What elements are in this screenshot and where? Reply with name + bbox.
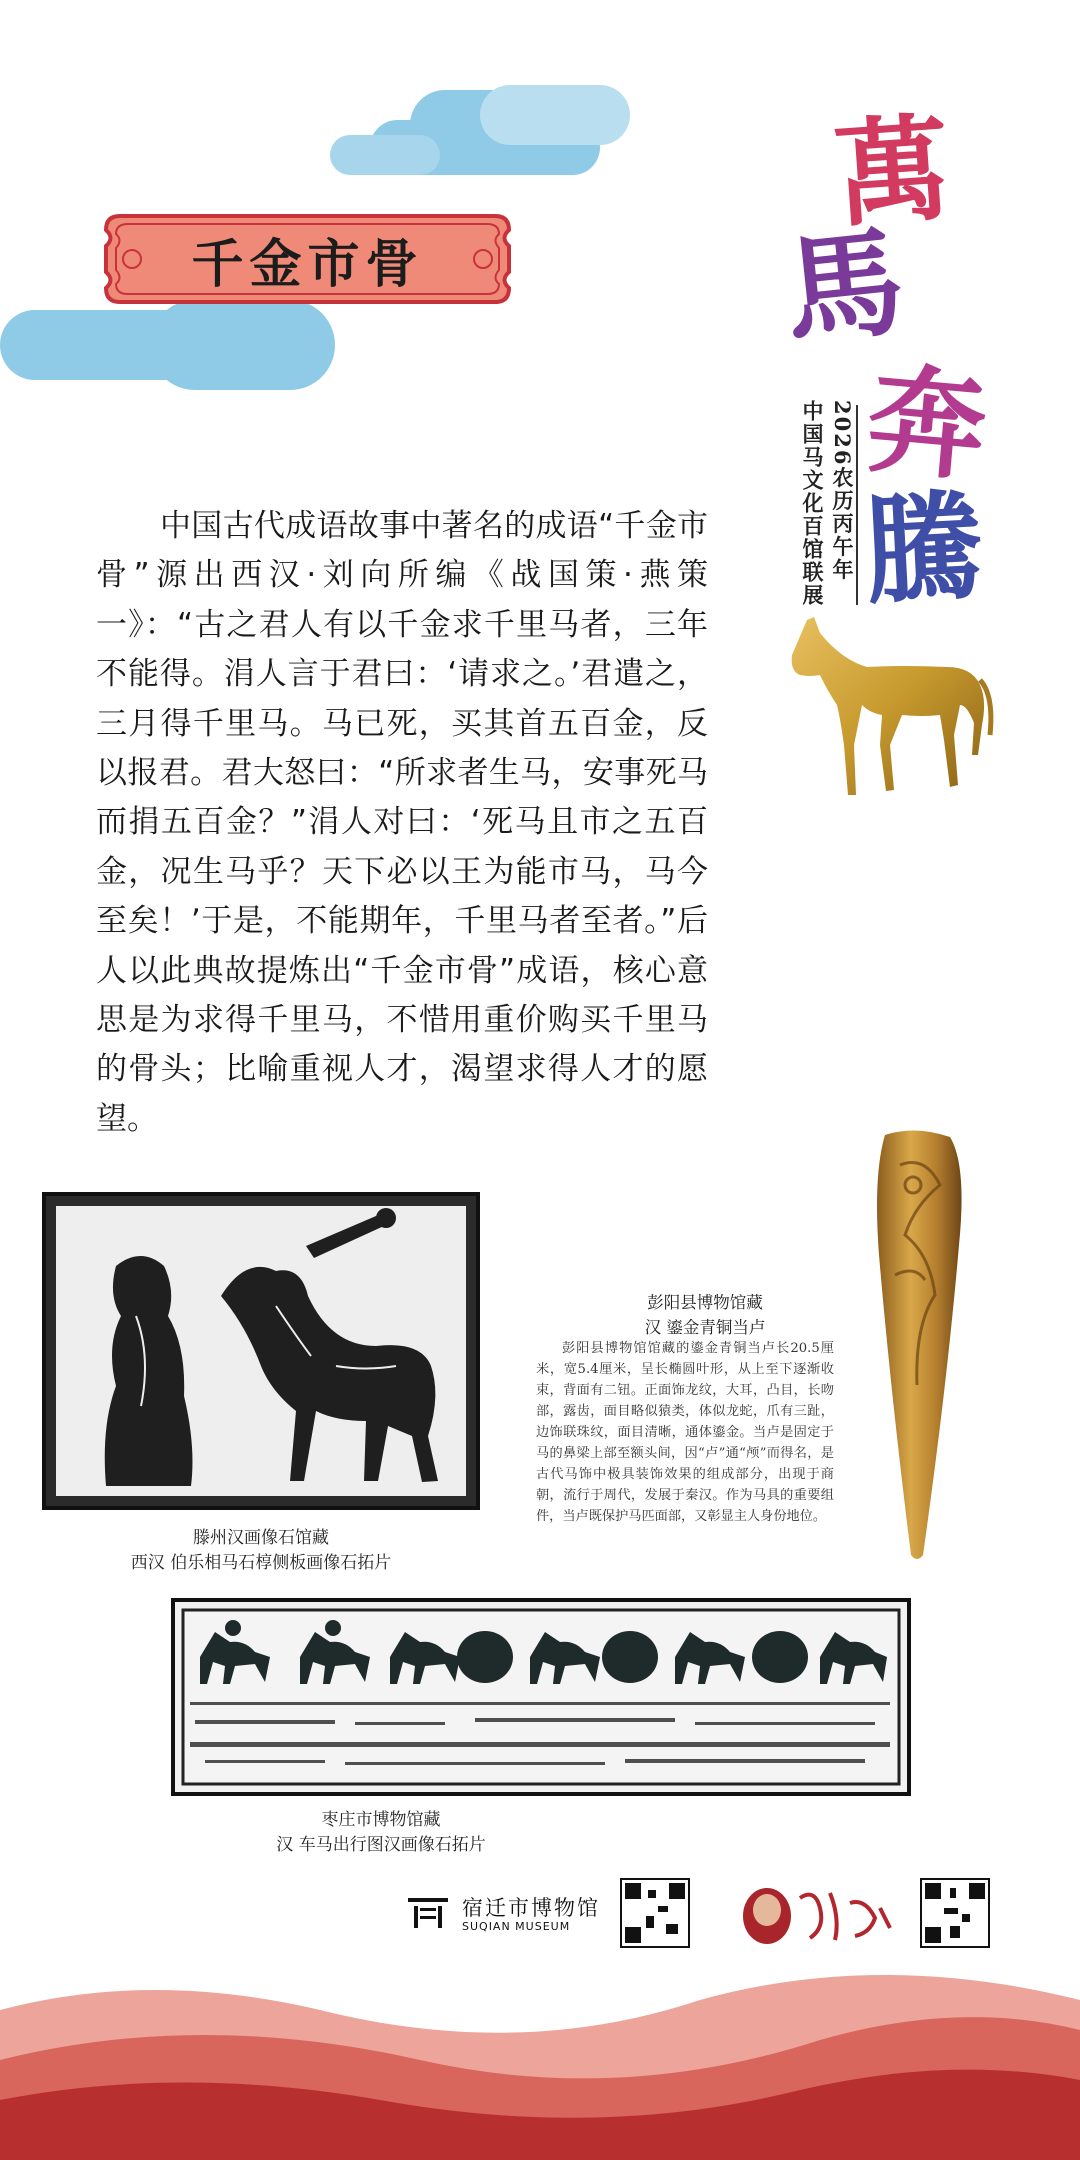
page-title: 千金市骨 bbox=[191, 234, 424, 295]
series-char-4: 騰 bbox=[861, 476, 987, 621]
series-char-3: 奔 bbox=[862, 349, 992, 498]
artifact-3-caption bbox=[171, 1808, 591, 1858]
rubbing-bole-figures bbox=[46, 1196, 476, 1506]
qr-code-2[interactable] bbox=[920, 1878, 990, 1948]
golden-horse-figure bbox=[782, 605, 997, 805]
rubbing-chariot-image bbox=[171, 1598, 911, 1796]
museum-name-cn: 宿迁市博物馆 bbox=[462, 1896, 600, 1920]
artifact-2-description: 彭阳县博物馆馆藏的鎏金青铜当卢长20.5厘米，宽5.4厘米，呈长椭圆叶形，从上至下逐渐收束，背面有二钮。正面饰龙纹，大耳，凸目，长吻部，露齿，面目略似猿类，体似龙蛇，爪有三趾，边饰联珠纹，面目清晰，通体鎏金。当卢是固定于马的鼻梁上部至额头间，因“卢”通“颅”而得名，是古代马饰中极具装饰效果的组成部分，出现于商朝，流行于周代，发展于秦汉。作为马具的重要组件，当卢既保护马匹面部，又彰显主人身份地位。 bbox=[536, 1341, 834, 1524]
cloud-top bbox=[330, 85, 630, 180]
museum-name-en: SUQIAN MUSEUM bbox=[462, 1920, 571, 1933]
main-story-text: 中国古代成语故事中著名的成语“千金市骨”源出西汉·刘向所编《战国策·燕策一》：“古之君人有以千金求千里马者，三年不能得。涓人言于君曰：‘请求之。’君遣之，三月得千里马。马已死，买其首五百金，反以报君。君大怒曰：“所求者生马，安事死马而捐五百金？”涓人对曰：‘死马且市之五百金，况生马乎？天下必以王为能市马，马今至矣！’于是，不能期年，千里马者至者。”后人以此典故提炼出“千金市骨”成语，核心意思是为求得千里马，不惜用重价购买千里马的骨头；比喻重视人才，渴望求得人才的愿望。 bbox=[96, 508, 708, 1137]
title-banner bbox=[100, 210, 515, 308]
suqian-museum-logo-icon bbox=[406, 1896, 450, 1930]
subtitle-divider bbox=[856, 405, 858, 605]
artifact-1-museum: 滕州汉画像石馆藏 bbox=[193, 1528, 329, 1548]
artifact-2-museum: 彭阳县博物馆藏 bbox=[647, 1293, 763, 1312]
calligraphy-portrait-logo bbox=[735, 1878, 895, 1948]
artifact-1-caption bbox=[42, 1526, 480, 1576]
qr-code-1[interactable] bbox=[620, 1878, 690, 1948]
series-subtitle-exhibition: 中国马文化百馆联展 bbox=[800, 400, 825, 607]
rubbing-bole-image bbox=[42, 1192, 480, 1510]
series-char-1: 萬 bbox=[830, 101, 955, 244]
series-subtitle-year: 2026农历丙午年 bbox=[830, 400, 855, 582]
artifact-2-caption bbox=[580, 1290, 830, 1340]
bottom-wave-decoration bbox=[0, 1950, 1080, 2160]
series-char-2: 馬 bbox=[778, 211, 910, 362]
footer-logos bbox=[0, 1868, 1080, 1948]
gilt-bronze-frontlet-image bbox=[855, 1125, 975, 1565]
artifact-1-name: 西汉 伯乐相马石椁侧板画像石拓片 bbox=[130, 1553, 392, 1573]
artifact-3-name: 汉 车马出行图汉画像石拓片 bbox=[276, 1835, 486, 1855]
artifact-3-museum: 枣庄市博物馆藏 bbox=[321, 1810, 441, 1830]
rubbing-chariot-figures bbox=[175, 1602, 907, 1792]
artifact-2-name: 汉 鎏金青铜当卢 bbox=[644, 1318, 766, 1337]
